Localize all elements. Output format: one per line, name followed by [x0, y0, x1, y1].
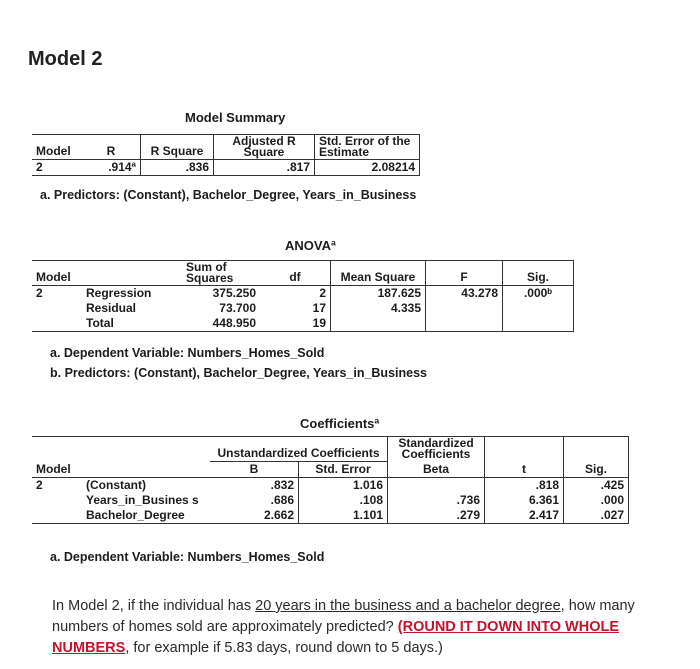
ms-cell-r: .914ª — [82, 160, 141, 176]
model-summary-title: Model Summary — [185, 110, 286, 125]
anova-row-label: Total — [82, 316, 182, 332]
question-link[interactable]: 20 years in the business and a bachelor degree — [255, 598, 561, 614]
anova-ms — [331, 316, 426, 332]
coef-header-beta: Beta — [388, 461, 485, 477]
ms-cell-std-error: 2.08214 — [315, 160, 420, 176]
coef-header-t: t — [485, 461, 564, 477]
question-text — [52, 596, 642, 659]
question-part1: In Model 2, if the individual has — [52, 598, 256, 614]
anova-f — [426, 316, 503, 332]
anova-row-label: Regression — [86, 286, 152, 300]
anova-table — [32, 260, 574, 332]
ms-header-adj-r-square: Adjusted R Square — [214, 135, 315, 160]
ms-note: a. Predictors: (Constant), Bachelor_Degree, Years_in_Business — [40, 188, 417, 202]
anova-model: 2 — [36, 286, 43, 300]
anova-ss: 448.950 — [182, 316, 260, 332]
coef-b: 2.662 — [210, 508, 299, 524]
question-emphasis: (ROUND IT DOWN INTO WHOLE NUMBERS — [52, 619, 620, 656]
coef-row-label: Years_in_Busines s — [86, 492, 199, 507]
anova-df: 17 — [312, 301, 326, 315]
ms-cell-r-square: .836 — [141, 160, 214, 176]
anova-ms: 4.335 — [331, 301, 426, 316]
anova-f — [426, 301, 503, 316]
ms-header-model: Model — [32, 135, 82, 160]
ms-cell-adj-r-square: .817 — [214, 160, 315, 176]
anova-title: ANOVAª — [285, 238, 336, 253]
coef-beta: .279 — [388, 508, 485, 524]
anova-sig: .000ᵇ — [503, 286, 574, 302]
question-part2: , how many numbers of homes sold are approximately predicted? — [52, 598, 635, 635]
anova-header-f: F — [426, 261, 503, 286]
page-heading: Model 2 — [28, 48, 103, 70]
coef-header-se: Std. Error — [299, 461, 388, 477]
anova-df: 19 — [260, 316, 331, 332]
anova-header-sig: Sig. — [503, 261, 574, 286]
coef-sig: .000 — [564, 493, 629, 508]
coef-beta: .736 — [388, 493, 485, 508]
anova-note-b: b. Predictors: (Constant), Bachelor_Degree, Years_in_Business — [50, 366, 427, 380]
coef-se: 1.016 — [299, 477, 388, 493]
coef-t: 6.361 — [485, 493, 564, 508]
ms-header-r-square: R Square — [141, 135, 214, 160]
coef-b: .832 — [270, 477, 294, 492]
anova-df: 2 — [319, 286, 326, 300]
coef-note: a. Dependent Variable: Numbers_Homes_Sold — [50, 550, 325, 564]
question-part3: , for example if 5.83 days, round down to 5 days.) — [125, 640, 443, 656]
coefficients-title: Coefficientsª — [300, 416, 380, 431]
anova-header-ss: Sum of Squares — [182, 261, 260, 286]
anova-sig — [503, 301, 574, 316]
coef-b: .686 — [270, 492, 294, 507]
anova-header-ms: Mean Square — [331, 261, 426, 286]
anova-row-label: Residual — [86, 301, 137, 315]
coef-row-label: (Constant) — [86, 477, 146, 492]
coef-group-unstd: Unstandardized Coefficients — [210, 437, 388, 462]
coef-beta — [388, 477, 485, 493]
model-summary-table — [32, 134, 420, 176]
anova-note-a: a. Dependent Variable: Numbers_Homes_Sold — [50, 346, 325, 360]
coef-group-std: Standardized Coefficients — [388, 437, 485, 462]
coef-t: .818 — [485, 477, 564, 493]
anova-header-model: Model — [32, 261, 82, 286]
coef-model: 2 — [36, 477, 43, 492]
ms-cell-model: 2 — [32, 160, 82, 176]
coef-sig: .027 — [564, 508, 629, 524]
coef-t: 2.417 — [485, 508, 564, 524]
coef-header-sig: Sig. — [564, 461, 629, 477]
anova-ss: 375.250 — [212, 286, 256, 300]
coef-se: 1.101 — [299, 508, 388, 524]
coef-header-model: Model — [32, 461, 82, 477]
coef-se: .108 — [299, 493, 388, 508]
ms-header-r: R — [82, 135, 141, 160]
anova-sig — [503, 316, 574, 332]
anova-ms: 187.625 — [331, 286, 426, 302]
coef-header-b: B — [210, 461, 299, 477]
anova-header-df: df — [260, 261, 331, 286]
ms-header-std-error: Std. Error of the Estimate — [315, 135, 420, 160]
anova-f: 43.278 — [426, 286, 503, 302]
coef-row-label: Bachelor_Degree — [82, 508, 210, 524]
coef-sig: .425 — [564, 477, 629, 493]
anova-ss: 73.700 — [219, 301, 256, 315]
coefficients-table — [32, 436, 629, 524]
